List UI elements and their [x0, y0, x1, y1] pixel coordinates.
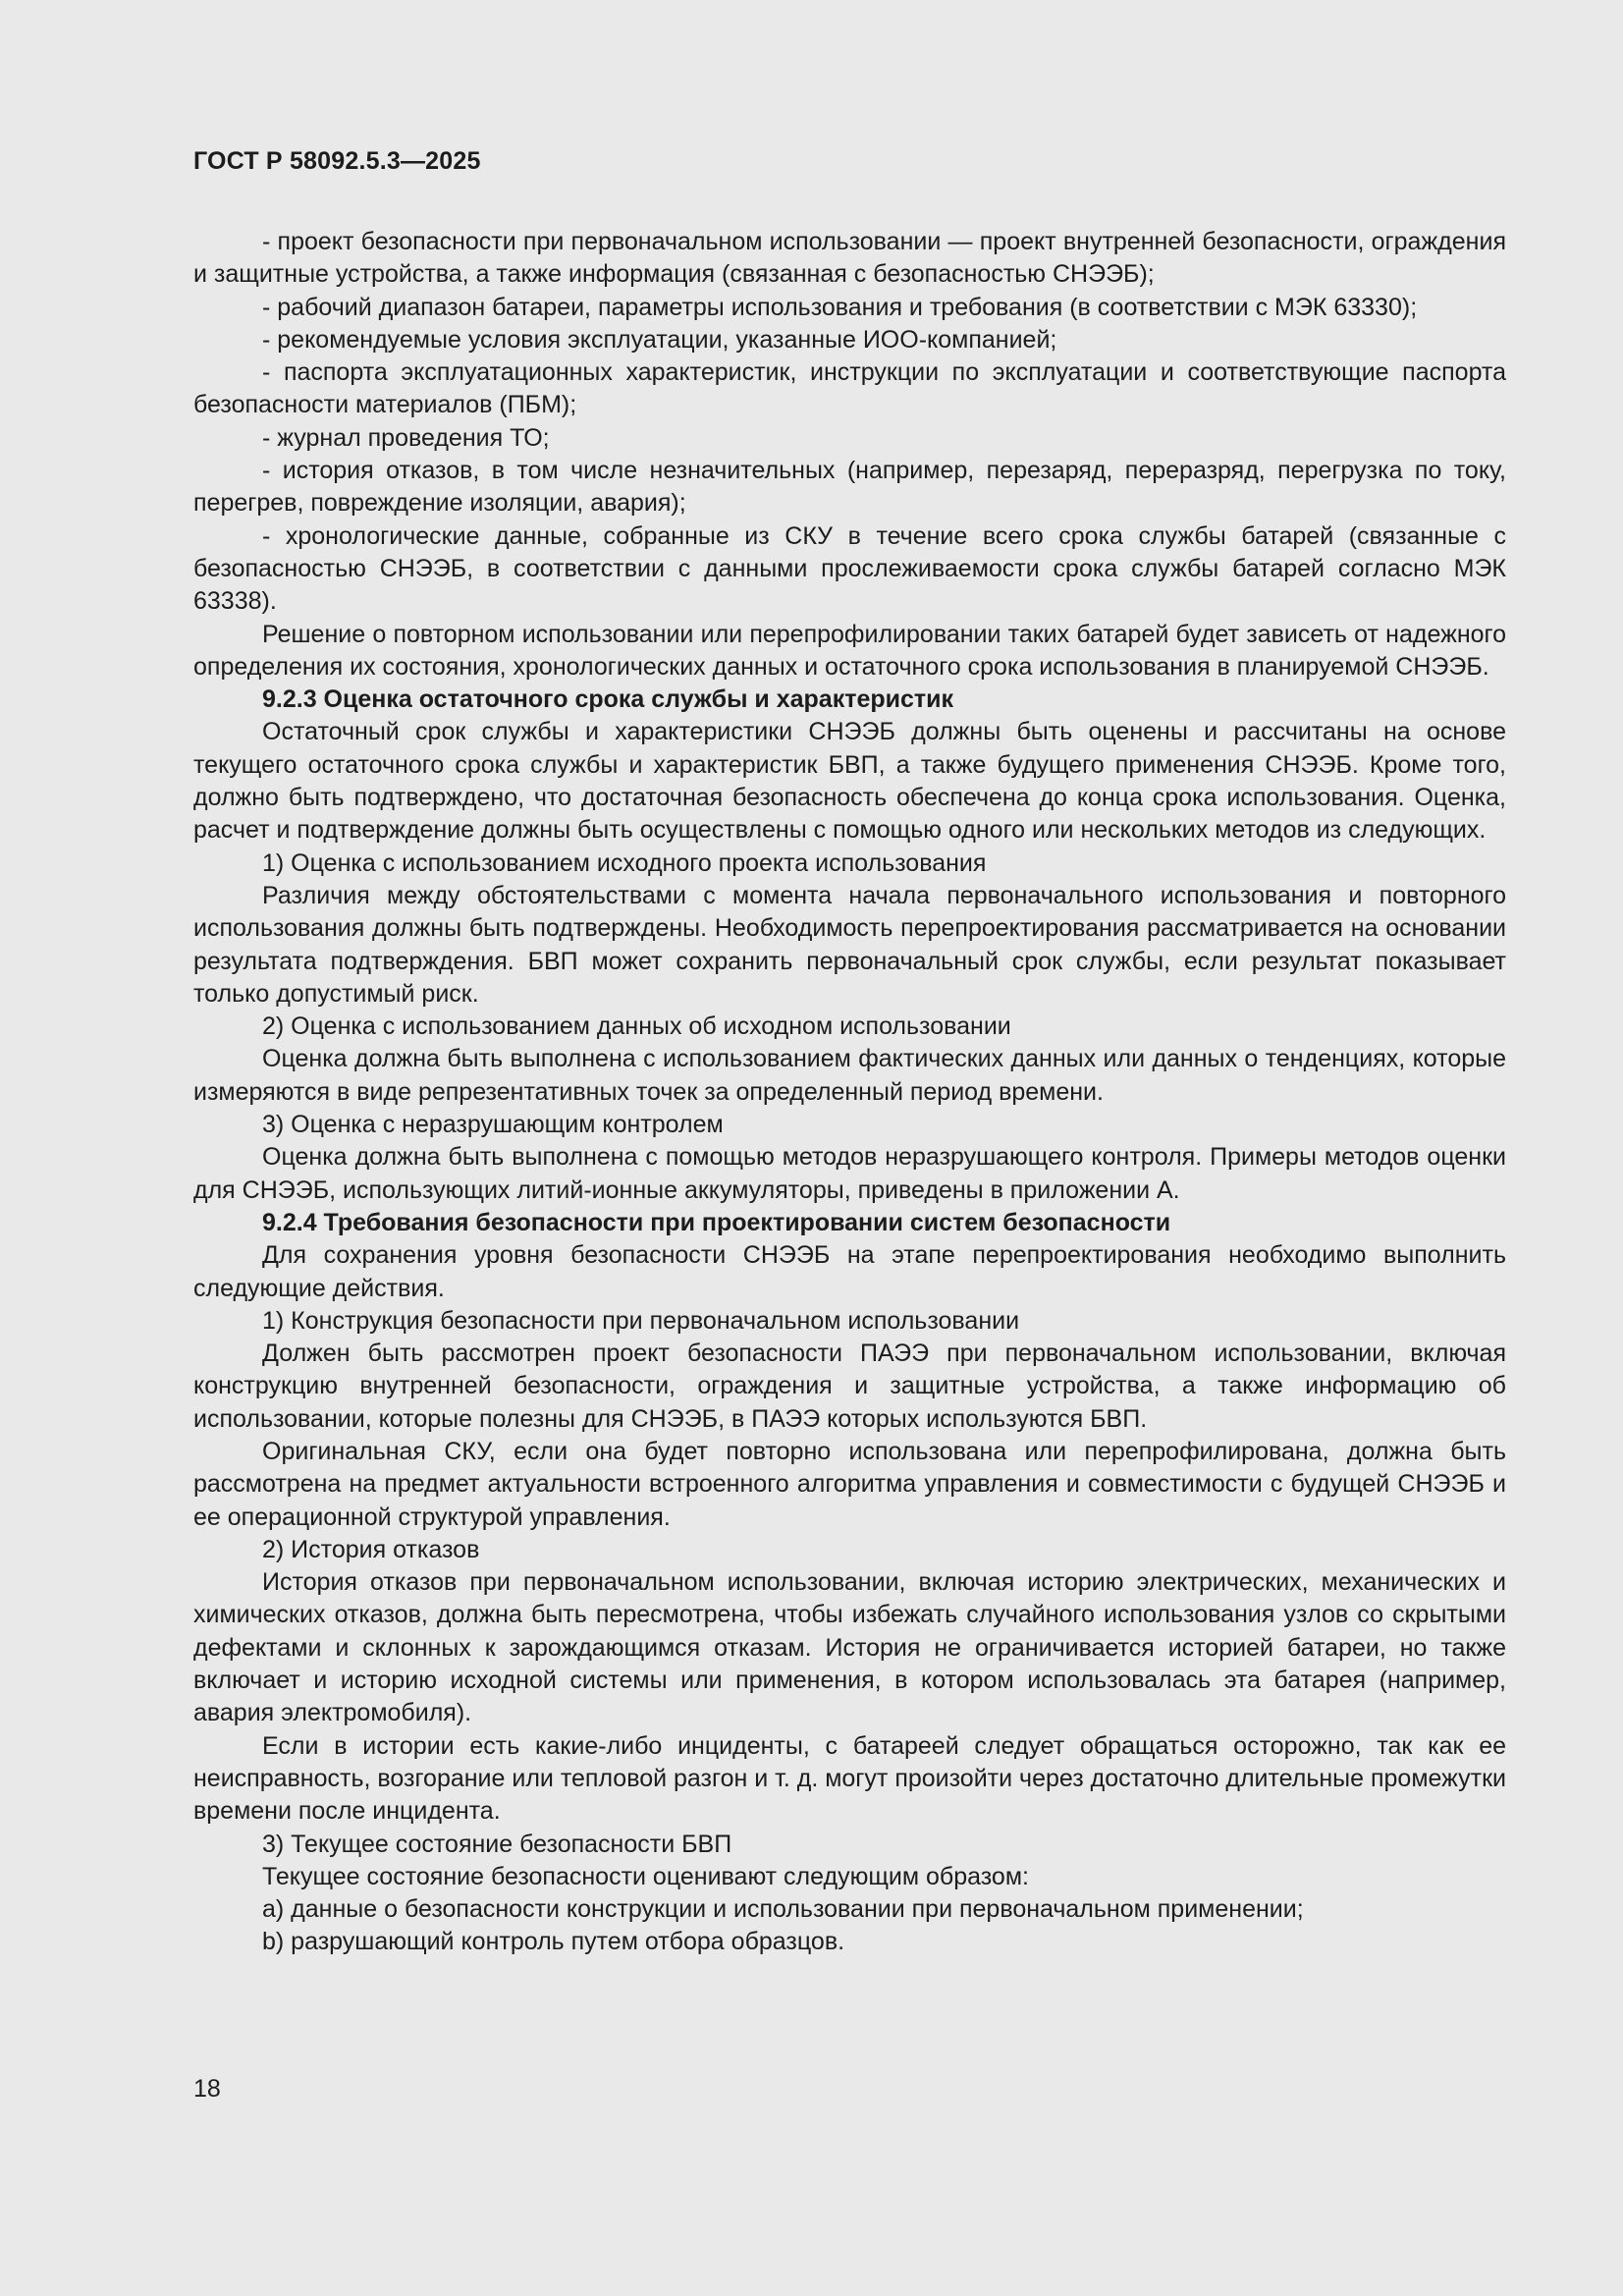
paragraph: Для сохранения уровня безопасности СНЭЭБ на этапе перепроектирования необходимо выполнить следующие действия.	[193, 1241, 1506, 1302]
paragraph: Оценка должна быть выполнена с помощью методов неразрушающего контроля. Примеры методов оценки для СНЭЭБ, использующих литий-ионные аккумуляторы, приведены в приложении А.	[193, 1143, 1506, 1204]
list-item: - хронологические данные, собранные из СКУ в течение всего срока службы батарей (связанные с безопасностью СНЭЭБ, в соответствии с данными прослеживаемости срока службы батарей согласно МЭК 63338).	[193, 521, 1506, 616]
list-item: а) данные о безопасности конструкции и использовании при первоначальном применении;	[262, 1895, 1304, 1924]
paragraph: Оценка должна быть выполнена с использованием фактических данных или данных о тенденциях, которые измеряются в виде репрезентативных точек за определенный период времени.	[193, 1045, 1506, 1106]
document-body	[193, 226, 1506, 1959]
list-item: - история отказов, в том числе незначительных (например, перезаряд, переразряд, перегрузка по току, перегрев, повреждение изоляции, авария);	[193, 457, 1506, 518]
paragraph: История отказов при первоначальном использовании, включая историю электрических, механических и химических отказов, должна быть пересмотрена, чтобы избежать случайного использования узлов со скрытыми дефектами и склонных к зарождающимся отказам. История не ограничивается историей батареи, но также включает и историю исходной системы или применения, в котором использовалась эта батарея (например, авария электромобиля).	[193, 1568, 1506, 1727]
paragraph: Если в истории есть какие-либо инциденты, с батареей следует обращаться осторожно, так как ее неисправность, возгорание или тепловой разгон и т. д. могут произойти через достаточно длительные промежутки времени после инцидента.	[193, 1731, 1506, 1826]
page-number: 18	[193, 2075, 221, 2103]
paragraph: Остаточный срок службы и характеристики СНЭЭБ должны быть оценены и рассчитаны на основе текущего остаточного срока службы и характеристик БВП, а также будущего применения СНЭЭБ. Кроме того, должно быть подтверждено, что достаточная безопасность обеспечена до конца срока использования. Оценка, расчет и подтверждение должны быть осуществлены с помощью одного или нескольких методов из следующих.	[193, 718, 1506, 845]
paragraph: Оригинальная СКУ, если она будет повторно использована или перепрофилирована, должна быть рассмотрена на предмет актуальности встроенного алгоритма управления и совместимости с будущей СНЭЭБ и ее операционной структурой управления.	[193, 1437, 1506, 1531]
paragraph: Решение о повторном использовании или перепрофилировании таких батарей будет зависеть от надежного определения их состояния, хронологических данных и остаточного срока использования в планируемой СНЭЭБ.	[193, 620, 1506, 681]
section-heading: 9.2.4 Требования безопасности при проектировании систем безопасности	[262, 1208, 1171, 1236]
subsection-title: 3) Текущее состояние безопасности БВП	[262, 1830, 732, 1858]
list-item: - рабочий диапазон батареи, параметры использования и требования (в соответствии с МЭК 63330);	[262, 293, 1418, 321]
subsection-title: 3) Оценка с неразрушающим контролем	[262, 1111, 724, 1139]
list-item: - журнал проведения ТО;	[262, 423, 550, 452]
document-header: ГОСТ Р 58092.5.3—2025	[193, 147, 481, 175]
paragraph: Различия между обстоятельствами с момента начала первоначального использования и повторного использования должны быть подтверждены. Необходимость перепроектирования рассматривается на основании результата подтверждения. БВП может сохранить первоначальный срок службы, если результат показывает только допустимый риск.	[193, 881, 1506, 1008]
subsection-title: 1) Оценка с использованием исходного проекта использования	[262, 848, 987, 877]
list-item: - проект безопасности при первоначальном использовании — проект внутренней безопасности, ограждения и защитные устройства, а также информация (связанная с безопасностью СНЭЭБ);	[193, 228, 1506, 289]
paragraph: Текущее состояние безопасности оценивают следующим образом:	[262, 1862, 1029, 1890]
list-item: - рекомендуемые условия эксплуатации, указанные ИОО-компанией;	[262, 325, 1057, 354]
list-item: - паспорта эксплуатационных характеристик, инструкции по эксплуатации и соответствующие паспорта безопасности материалов (ПБМ);	[193, 358, 1506, 419]
subsection-title: 2) Оценка с использованием данных об исходном использовании	[262, 1012, 1011, 1041]
list-item: b) разрушающий контроль путем отбора образцов.	[262, 1928, 845, 1956]
paragraph: Должен быть рассмотрен проект безопасности ПАЭЭ при первоначальном использовании, включая конструкцию внутренней безопасности, ограждения и защитные устройства, а также информацию об использовании, которые полезны для СНЭЭБ, в ПАЭЭ которых используются БВП.	[193, 1339, 1506, 1433]
section-heading: 9.2.3 Оценка остаточного срока службы и характеристик	[262, 685, 954, 714]
subsection-title: 2) История отказов	[262, 1535, 480, 1563]
subsection-title: 1) Конструкция безопасности при первоначальном использовании	[262, 1306, 1020, 1335]
